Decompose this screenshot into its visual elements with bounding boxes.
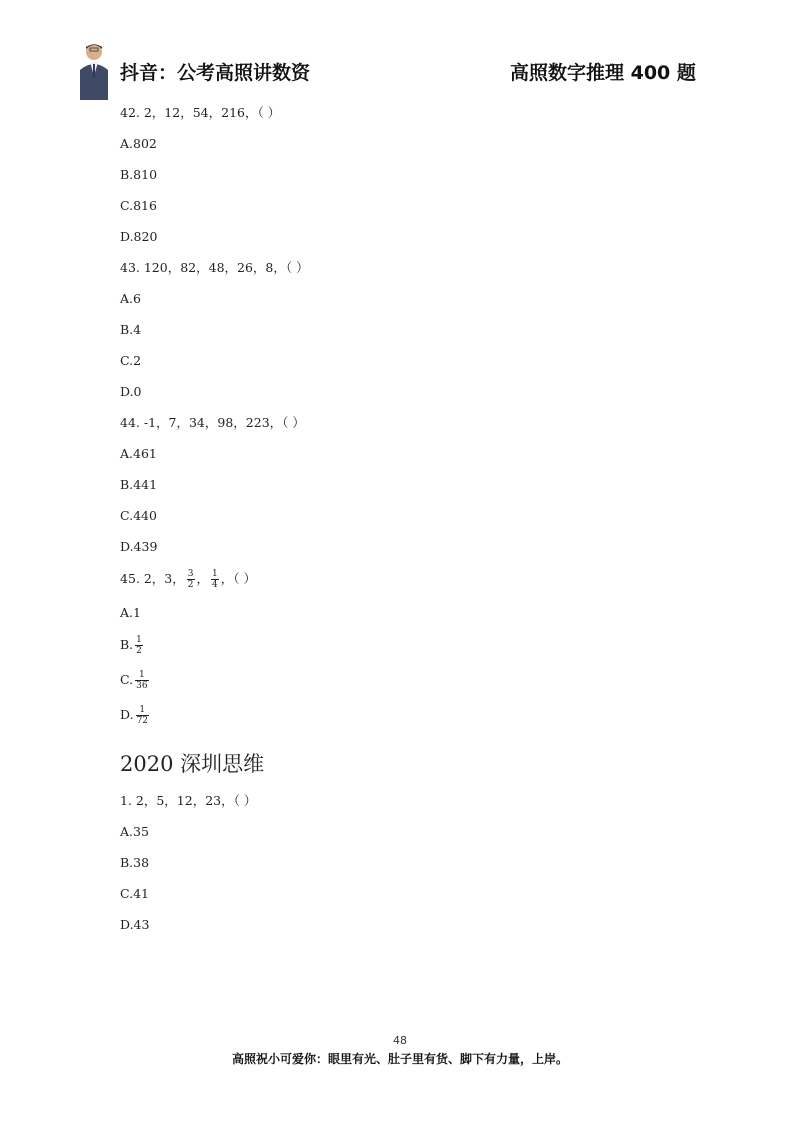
question-block-44 [120,414,720,555]
page-number: 48 [393,1034,407,1047]
question-block-45 [120,569,720,726]
fraction: $\frac{1}{36}$ [136,670,148,691]
stem-separator: ， [196,571,210,586]
question-stem: 1. 2，5，12，23，（ ） [120,793,257,808]
option-c: C.816 [120,198,157,213]
option-c: C. $\frac{1}{36}$ [120,670,148,691]
question-block-42 [120,104,720,245]
option-c: C.440 [120,508,157,523]
option-d: D.43 [120,917,150,932]
option-d: D.820 [120,229,158,244]
option-a: A.461 [120,446,157,461]
question-block-1 [120,792,720,933]
option-d: D.0 [120,384,142,399]
section-title: 2020 深圳思维 [120,752,265,776]
question-stem: 43. 120，82，48，26，8，（ ） [120,260,309,275]
option-d: D. $\frac{1}{72}$ [120,705,149,726]
question-stem [120,569,720,590]
option-b: B. $\frac{1}{2}$ [120,635,142,656]
question-stem: 44. -1，7，34，98，223，（ ） [120,415,305,430]
option-b: B.38 [120,855,150,870]
presenter-avatar [78,42,110,100]
fraction: $\frac{1}{4}$ [212,569,218,590]
fraction: $\frac{1}{72}$ [136,705,149,726]
fraction: $\frac{3}{2}$ [187,569,194,590]
header-channel: 抖音：公考高照讲数资 [120,62,311,84]
option-a: A.802 [120,136,157,151]
page-content [120,104,720,947]
option-d: D.439 [120,539,158,554]
stem-suffix: ，（ ） [220,571,256,586]
option-b: B.810 [120,167,158,182]
option-a: A.1 [120,605,141,620]
question-stem: 42. 2，12，54，216，（ ） [120,105,281,120]
option-b: B.4 [120,322,142,337]
option-a: A.35 [120,824,149,839]
header-book-title: 高照数字推理 400 题 [510,62,696,84]
footer-slogan: 高照祝小可爱你：眼里有光、肚子里有货、脚下有力量，上岸。 [231,1052,568,1066]
option-a: A.6 [120,291,141,306]
option-b: B.441 [120,477,158,492]
stem-prefix: 45. 2，3， [120,571,185,586]
option-c: C.2 [120,353,142,368]
question-block-43 [120,259,720,400]
option-c: C.41 [120,886,149,901]
fraction: $\frac{1}{2}$ [136,635,142,656]
